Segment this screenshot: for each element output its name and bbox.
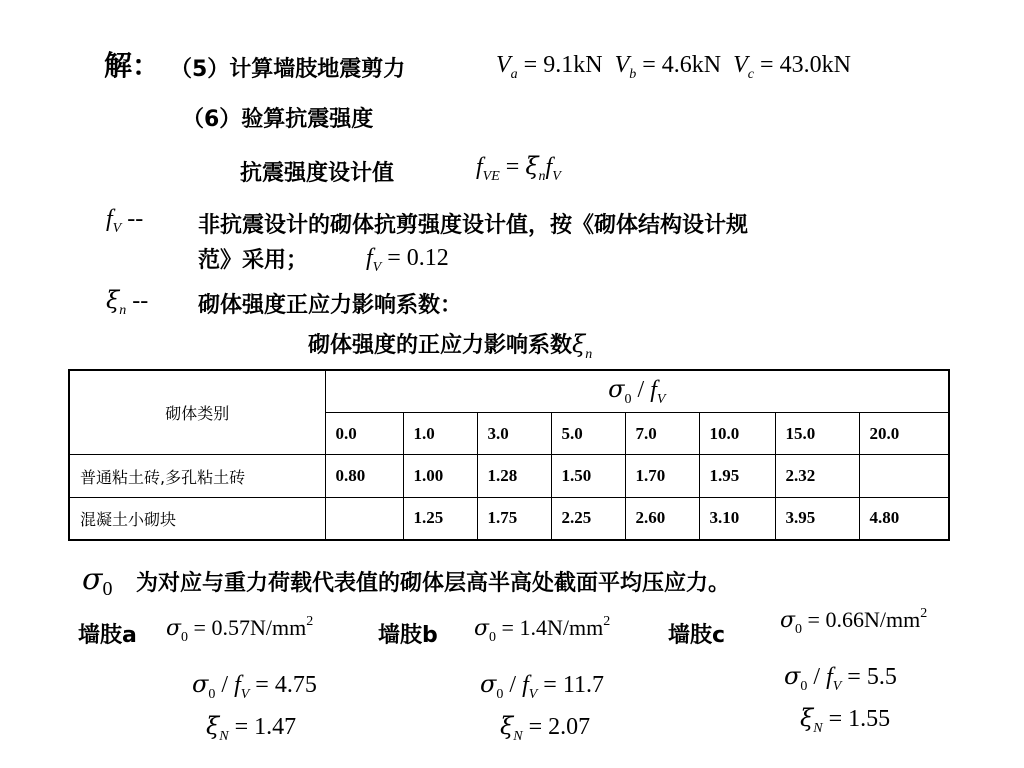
- table-cell: [325, 497, 403, 540]
- table-cell: 3.95: [775, 497, 859, 540]
- wall-a-xi-value: 1.47: [254, 714, 297, 740]
- table-header-row: [69, 370, 949, 413]
- table-cell: [859, 455, 949, 497]
- table-cell: 1.75: [477, 497, 551, 540]
- table-cell: 1.28: [477, 455, 551, 497]
- wall-a-ratio-value: 4.75: [274, 672, 317, 698]
- ratio-cell: 20.0: [859, 413, 949, 455]
- sigma0-symbol: $\sigma_0$: [82, 562, 113, 600]
- table-cell: 4.80: [859, 497, 949, 540]
- table-cell: 0.80: [325, 455, 403, 497]
- wall-a-xi: $\xi_N = 1.47$: [206, 712, 297, 744]
- wall-c-ratio: $\sigma_0 / f_V = 5.5$: [784, 662, 897, 694]
- step5-title: （5）计算墙肢地震剪力: [170, 57, 406, 82]
- ratio-cell: 3.0: [477, 413, 551, 455]
- table-row: [69, 455, 949, 497]
- wall-c-sigma: $\sigma_0 = 0.66N/mm^2$: [780, 606, 928, 637]
- ratio-cell: 1.0: [403, 413, 477, 455]
- wall-a-sigma-value: 0.57N/mm: [211, 615, 307, 640]
- table-row: [69, 497, 949, 540]
- ratio-cell: 5.0: [551, 413, 625, 455]
- row-name: 混凝土小砌块: [69, 497, 325, 540]
- shear-va: 9.1kN: [543, 52, 603, 78]
- xi-definition: 砌体强度正应力影响系数：: [198, 293, 463, 318]
- fve-formula: $f_{VE} = \xi_nf_V$: [476, 152, 561, 184]
- table-cell: 2.25: [551, 497, 625, 540]
- ratio-header: $\sigma_0 / f_V$: [325, 370, 949, 413]
- wall-b-xi: $\xi_N = 2.07$: [500, 712, 591, 744]
- row-name: 普通粘土砖,多孔粘土砖: [69, 455, 325, 497]
- xi-symbol: $\xi_n$ --: [106, 286, 149, 318]
- design-value-label: 抗震强度设计值: [240, 161, 395, 186]
- wall-b-ratio: $\sigma_0 / f_V = 11.7$: [480, 670, 604, 702]
- stress-coefficient-table: [68, 369, 950, 541]
- table-cell: 3.10: [699, 497, 775, 540]
- wall-b-xi-value: 2.07: [548, 714, 591, 740]
- table-cell: 1.00: [403, 455, 477, 497]
- table-caption-text: 砌体强度的正应力影响系数: [308, 333, 573, 358]
- ratio-cell: 7.0: [625, 413, 699, 455]
- wall-a-label: 墙肢a: [78, 623, 137, 648]
- wall-a-ratio: $\sigma_0 / f_V = 4.75$: [192, 670, 317, 702]
- shear-vb: 4.6kN: [661, 52, 722, 78]
- step6-title: （6）验算抗震强度: [182, 107, 374, 132]
- table-cell: 2.32: [775, 455, 859, 497]
- solution-label: 解：: [104, 49, 161, 82]
- shear-vc: 43.0kN: [779, 52, 851, 78]
- shear-formulas: $V_a = 9.1kN$ $V_b = 4.6kN$ $V_c = 43.0kN$: [496, 52, 851, 82]
- wall-c-ratio-value: 5.5: [866, 664, 897, 690]
- fv-definition-line1: 非抗震设计的砌体抗剪强度设计值，按《砌体结构设计规: [198, 213, 749, 238]
- sigma0-definition: 为对应与重力荷载代表值的砌体层高半高处截面平均压应力。: [136, 571, 731, 596]
- wall-c-xi-value: 1.55: [848, 706, 891, 732]
- wall-b-label: 墙肢b: [378, 623, 438, 648]
- fv-value: 0.12: [406, 245, 449, 271]
- table-cell: 1.70: [625, 455, 699, 497]
- wall-c-label: 墙肢c: [668, 623, 726, 648]
- wall-b-sigma-value: 1.4N/mm: [519, 615, 604, 640]
- table-caption: 砌体强度的正应力影响系数$\xi_n$: [308, 330, 593, 362]
- xi-dash: --: [132, 288, 149, 314]
- ratio-cell: 0.0: [325, 413, 403, 455]
- ratio-cell: 10.0: [699, 413, 775, 455]
- wall-c-xi: $\xi_N = 1.55$: [800, 704, 891, 736]
- fv-symbol: $f_V$ --: [106, 206, 144, 236]
- ratio-cell: 15.0: [775, 413, 859, 455]
- table-cell: 1.95: [699, 455, 775, 497]
- wall-b-ratio-value: 11.7: [562, 672, 604, 698]
- table-cell: 2.60: [625, 497, 699, 540]
- wall-c-sigma-value: 0.66N/mm: [825, 607, 921, 632]
- wall-b-sigma: $\sigma_0 = 1.4N/mm^2$: [474, 614, 611, 645]
- fv-dash: --: [127, 206, 144, 232]
- fv-value-formula: $f_V = 0.12$: [366, 245, 449, 275]
- table-row-header: 砌体类别: [69, 370, 325, 455]
- wall-a-sigma: $\sigma_0 = 0.57N/mm^2$: [166, 614, 314, 645]
- table-cell: 1.50: [551, 455, 625, 497]
- table-cell: 1.25: [403, 497, 477, 540]
- fv-definition-line2: 范》采用；: [198, 248, 309, 273]
